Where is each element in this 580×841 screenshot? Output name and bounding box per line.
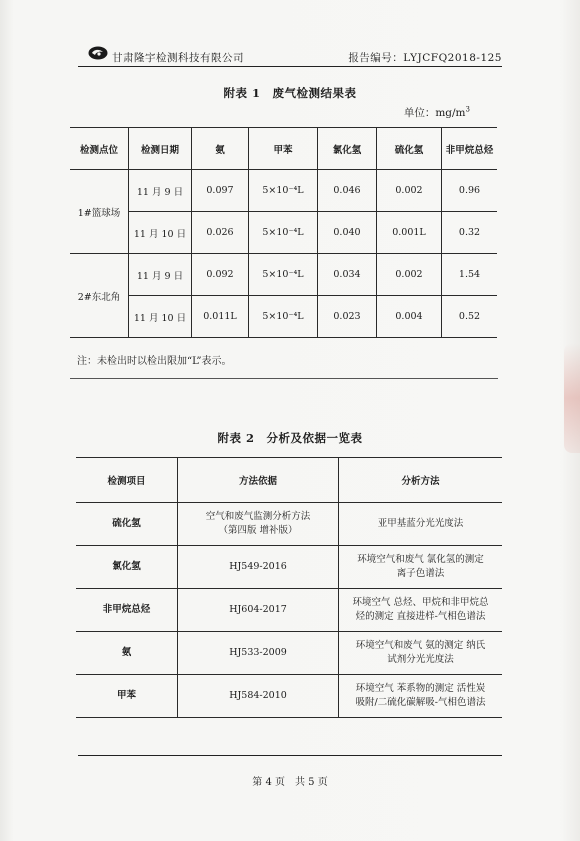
value-cell: 0.034 xyxy=(318,254,377,296)
column-header: 检测点位 xyxy=(70,128,129,170)
value-cell: 0.026 xyxy=(192,212,249,254)
method-cell: 环境空气 总烃、甲烷和非甲烷总 烃的测定 直接进样-气相色谱法 xyxy=(339,589,503,632)
value-cell: 0.001L xyxy=(377,212,442,254)
column-header: 分析方法 xyxy=(339,458,503,503)
value-cell: 0.32 xyxy=(442,212,498,254)
method-cell: 环境空气 苯系物的测定 活性炭 吸附/二硫化碳解吸-气相色谱法 xyxy=(339,675,503,718)
value-cell: 0.002 xyxy=(377,254,442,296)
analysis-methods-table xyxy=(76,457,502,718)
date-cell: 11 月 9 日 xyxy=(129,170,192,212)
section-divider xyxy=(70,378,498,379)
page-number: 第 4 页 共 5 页 xyxy=(252,777,328,788)
value-cell: 0.011L xyxy=(192,296,249,338)
table-header-row xyxy=(70,128,497,170)
column-header: 氨 xyxy=(192,128,249,170)
basis-cell: HJ604-2017 xyxy=(178,589,339,632)
item-cell: 硫化氢 xyxy=(76,503,178,546)
basis-cell: HJ549-2016 xyxy=(178,546,339,589)
value-cell: 5×10⁻⁴L xyxy=(249,254,318,296)
column-header: 方法依据 xyxy=(178,458,339,503)
method-cell: 环境空气和废气 氯化氢的测定 离子色谱法 xyxy=(339,546,503,589)
column-header: 检测日期 xyxy=(129,128,192,170)
item-cell: 非甲烷总烃 xyxy=(76,589,178,632)
seal-stamp-fragment xyxy=(564,343,580,453)
column-header: 甲苯 xyxy=(249,128,318,170)
exhaust-results-table xyxy=(70,127,497,338)
table-row xyxy=(70,170,497,212)
company-logo-icon xyxy=(88,46,108,60)
basis-cell: HJ584-2010 xyxy=(178,675,339,718)
value-cell: 0.040 xyxy=(318,212,377,254)
value-cell: 0.52 xyxy=(442,296,498,338)
header-divider xyxy=(78,66,502,67)
column-header: 硫化氢 xyxy=(377,128,442,170)
table-row xyxy=(76,546,502,589)
method-cell: 亚甲基蓝分光光度法 xyxy=(339,503,503,546)
column-header: 氯化氢 xyxy=(318,128,377,170)
basis-cell: HJ533-2009 xyxy=(178,632,339,675)
table-row xyxy=(70,212,497,254)
table1-caption: 附表 1 废气检测结果表 xyxy=(223,86,357,100)
item-cell: 氨 xyxy=(76,632,178,675)
table-row xyxy=(76,589,502,632)
footer-divider xyxy=(78,755,502,756)
value-cell: 0.002 xyxy=(377,170,442,212)
value-cell: 0.046 xyxy=(318,170,377,212)
date-cell: 11 月 10 日 xyxy=(129,212,192,254)
page-header xyxy=(78,44,502,68)
table-row xyxy=(76,632,502,675)
table1-unit: 单位：$mg/m^3$ xyxy=(403,105,470,119)
value-cell: 5×10⁻⁴L xyxy=(249,212,318,254)
table1-note: 注：未检出时以检出限加“L”表示。 xyxy=(77,356,232,367)
method-cell: 环境空气和废气 氨的测定 纳氏 试剂分光光度法 xyxy=(339,632,503,675)
column-header: 检测项目 xyxy=(76,458,178,503)
value-cell: 0.092 xyxy=(192,254,249,296)
column-header: 非甲烷总烃 xyxy=(442,128,498,170)
value-cell: 0.004 xyxy=(377,296,442,338)
date-cell: 11 月 10 日 xyxy=(129,296,192,338)
basis-cell: 空气和废气监测分析方法 （第四版 增补版） xyxy=(178,503,339,546)
table-row xyxy=(76,503,502,546)
table-row xyxy=(70,296,497,338)
date-cell: 11 月 9 日 xyxy=(129,254,192,296)
value-cell: 0.097 xyxy=(192,170,249,212)
site-cell: 1#篮球场 xyxy=(70,170,129,254)
table-row xyxy=(70,254,497,296)
item-cell: 甲苯 xyxy=(76,675,178,718)
site-cell: 2#东北角 xyxy=(70,254,129,338)
table-row xyxy=(76,675,502,718)
value-cell: 0.96 xyxy=(442,170,498,212)
value-cell: 5×10⁻⁴L xyxy=(249,170,318,212)
item-cell: 氯化氢 xyxy=(76,546,178,589)
company-name: 甘肃隆宇检测科技有限公司 xyxy=(112,52,244,64)
value-cell: 0.023 xyxy=(318,296,377,338)
value-cell: 5×10⁻⁴L xyxy=(249,296,318,338)
table-header-row xyxy=(76,458,502,503)
report-number: 报告编号：LYJCFQ2018-125 xyxy=(348,52,502,64)
table2-caption: 附表 2 分析及依据一览表 xyxy=(217,431,363,445)
value-cell: 1.54 xyxy=(442,254,498,296)
